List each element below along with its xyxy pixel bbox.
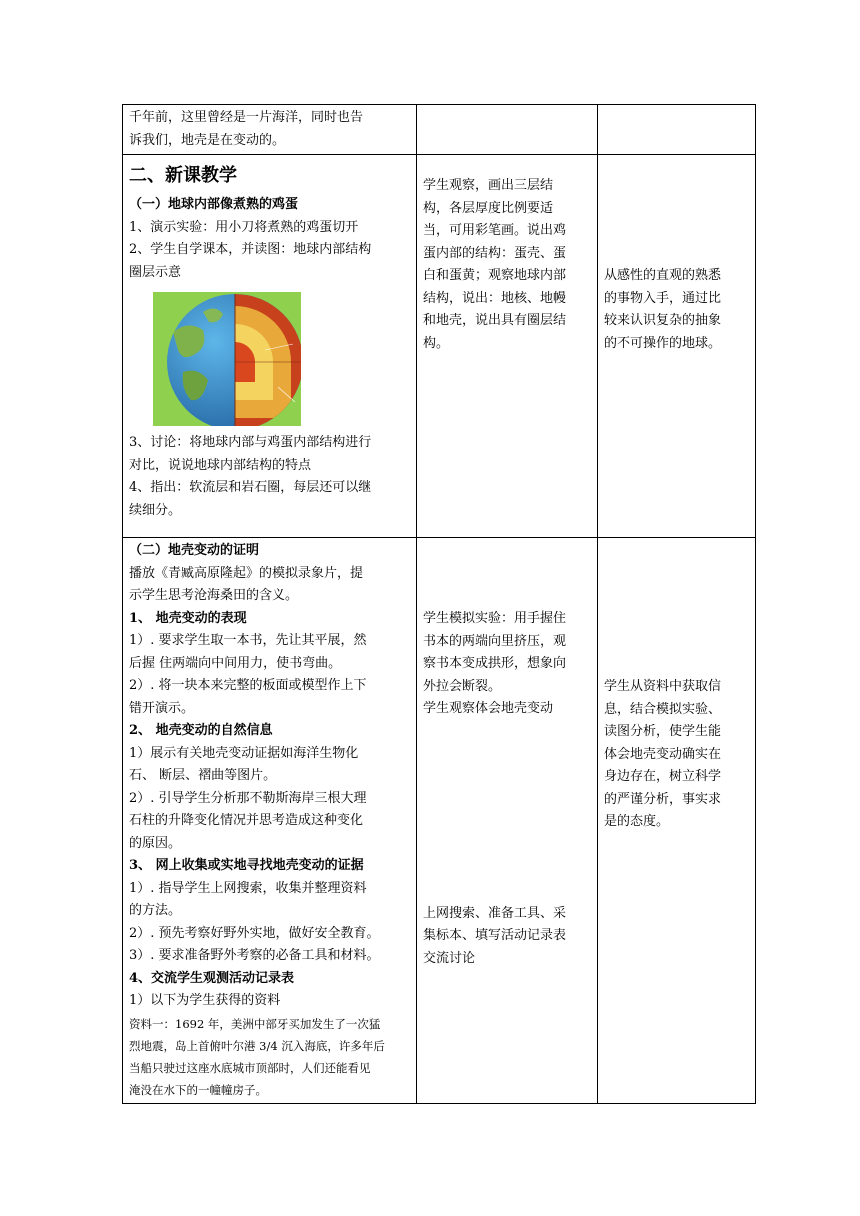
text-line: 圈层示意 (129, 264, 182, 280)
item-heading: 3、 网上收集或实地寻找地壳变动的证据 (129, 858, 364, 873)
text-line: 学生模拟实验：用手握住 (423, 611, 567, 626)
text-line: 1）. 指导学生上网搜索，收集并整理资料 (129, 880, 367, 896)
text-line: 从感性的直观的熟悉 (604, 268, 722, 283)
text-line: 4、指出：软流层和岩石圈，每层还可以继 (129, 480, 372, 495)
text-line: 诉我们，地壳是在变动的。 (129, 132, 286, 148)
teacher-activity-cell (123, 155, 417, 538)
teacher-activity-cell (123, 538, 417, 1104)
text-line: 较来认识复杂的抽象 (604, 313, 722, 328)
text-line: 对比，说说地球内部结构的特点 (129, 457, 312, 473)
student-activity-cell (417, 155, 598, 538)
design-intent-cell (598, 155, 756, 538)
earth-layers-diagram-icon (153, 292, 301, 426)
text-line: 1、演示实验：用小刀将煮熟的鸡蛋切开 (129, 219, 359, 235)
subsection-heading: （二）地壳变动的证明 (129, 543, 260, 558)
text-line: 集标本、填写活动记录表 (423, 928, 567, 943)
text-line: 读图分析，使学生能 (604, 724, 722, 739)
text-line: 错开演示。 (129, 700, 195, 716)
text-line: 1）展示有关地壳变动证据如海洋生物化 (129, 745, 359, 761)
item-heading: 4、交流学生观测活动记录表 (129, 970, 295, 986)
text-line: 白和蛋黄；观察地球内部 (423, 268, 567, 283)
text-line: 蛋内部的结构：蛋壳、蛋 (423, 245, 567, 261)
student-activity-cell (417, 105, 598, 155)
text-line: 的方法。 (129, 903, 182, 918)
text-line: 是的态度。 (604, 814, 670, 829)
text-line: 石、 断层、褶曲等图片。 (129, 768, 277, 783)
text-line: 石柱的升降变化情况并思考造成这种变化 (129, 813, 364, 828)
table-row (123, 538, 756, 1104)
text-line: 1）以下为学生获得的资料 (129, 993, 281, 1008)
text-line: 的原因。 (129, 835, 182, 851)
text-line: 书本的两端向里挤压，观 (423, 633, 567, 649)
text-line: 示学生思考沧海桑田的含义。 (129, 588, 299, 603)
text-line: 的事物入手，通过比 (604, 290, 722, 306)
text-line: 结构，说出：地核、地幔 (423, 290, 567, 306)
text-line: 2、学生自学课本，并读图：地球内部结构 (129, 242, 372, 257)
text-line: 构，各层厚度比例要适 (423, 200, 554, 216)
material-line: 烈地震，岛上首俯叶尔港 3/4 沉入海底，许多年后 (129, 1038, 385, 1053)
text-line: 2）. 引导学生分析那不勒斯海岸三根大理 (129, 790, 367, 806)
material-line: 资料一：1692 年，美洲中部牙买加发生了一次猛 (129, 1016, 381, 1031)
design-intent-cell (598, 538, 756, 1104)
text-line: 和地壳，说出具有圈层结 (423, 313, 567, 328)
table-row (123, 105, 756, 155)
text-line: 当，可用彩笔画。说出鸡 (423, 223, 567, 238)
text-line: 体会地壳变动确实在 (604, 746, 722, 762)
material-line: 当船只驶过这座水底城市顶部时，人们还能看见 (129, 1060, 371, 1075)
text-line: 学生从资料中获取信 (604, 679, 722, 694)
text-line: 身边存在，树立科学 (604, 769, 722, 784)
text-line: 息，结合模拟实验、 (604, 701, 722, 717)
table-row (123, 155, 756, 538)
text-line: 的不可操作的地球。 (604, 335, 722, 351)
item-heading: 2、 地壳变动的自然信息 (129, 723, 273, 738)
text-line: 千年前，这里曾经是一片海洋，同时也告 (129, 110, 364, 125)
section-heading: 二、新课教学 (129, 165, 237, 186)
text-line: 学生观察体会地壳变动 (423, 701, 554, 716)
text-line: 外拉会断裂。 (423, 678, 502, 694)
design-intent-cell (598, 105, 756, 155)
text-line: 的严谨分析，事实求 (604, 791, 722, 807)
text-line: 续细分。 (129, 502, 182, 518)
student-activity-cell (417, 538, 598, 1104)
text-line: 2）. 预先考察好野外实地，做好安全教育。 (129, 925, 380, 941)
text-line: 3、讨论：将地球内部与鸡蛋内部结构进行 (129, 435, 372, 450)
item-heading: 1、 地壳变动的表现 (129, 610, 247, 626)
text-line: 后握 住两端向中间用力，使书弯曲。 (129, 655, 342, 671)
text-line: 上网搜索、准备工具、采 (423, 905, 567, 921)
text-line: 交流讨论 (423, 950, 476, 966)
text-line: 察书本变成拱形，想象向 (423, 656, 567, 671)
lesson-plan-table (122, 104, 756, 1104)
text-line: 1）. 要求学生取一本书，先让其平展，然 (129, 633, 367, 648)
material-line: 淹没在水下的一幢幢房子。 (129, 1082, 267, 1097)
text-line: 2）. 将一块本来完整的板面或模型作上下 (129, 678, 367, 693)
text-line: 3）. 要求准备野外考察的必备工具和材料。 (129, 948, 380, 963)
text-line: 构。 (423, 335, 450, 351)
text-line: 学生观察，画出三层结 (423, 178, 554, 193)
subsection-heading: （一）地球内部像煮熟的鸡蛋 (129, 197, 299, 212)
text-line: 播放《青臧高原隆起》的模拟录象片，提 (129, 565, 364, 581)
teacher-activity-cell (123, 105, 417, 155)
